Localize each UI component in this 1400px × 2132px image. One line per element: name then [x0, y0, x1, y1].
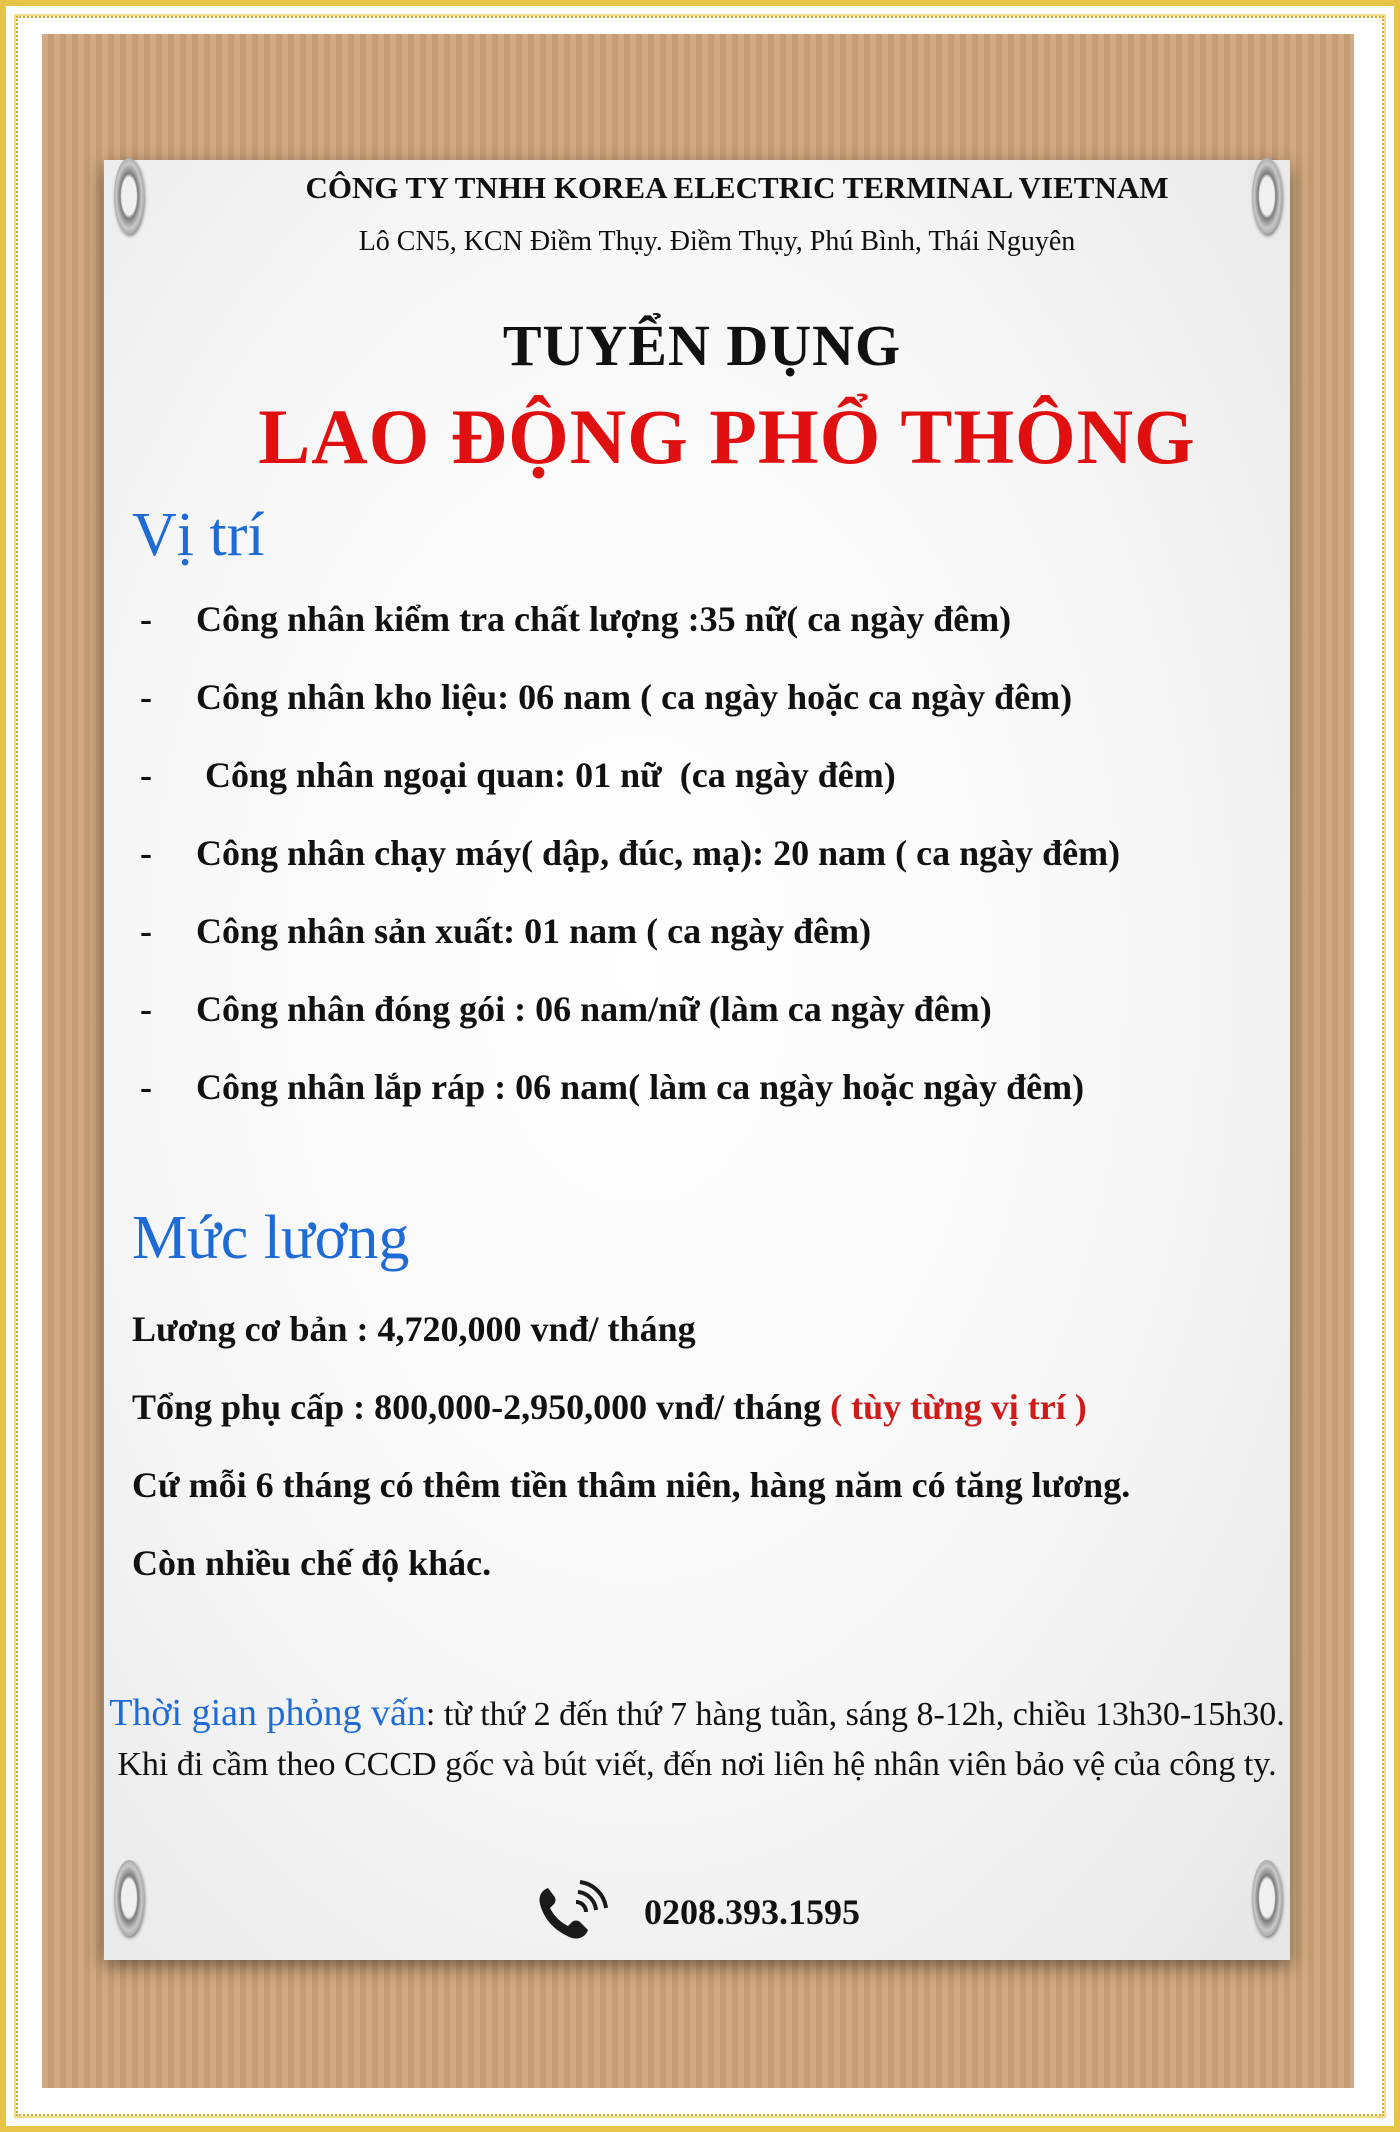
- recruitment-sign: [104, 160, 1290, 1960]
- position-item: [140, 736, 1260, 814]
- position-text: Công nhân ngoại quan: 01 nữ (ca ngày đêm): [196, 755, 896, 795]
- recruitment-title: TUYỂN DỤNG: [502, 313, 902, 378]
- bullet-dash: -: [140, 677, 152, 717]
- position-text: Công nhân kiểm tra chất lượng :35 nữ( ca ngày đêm): [196, 599, 1012, 639]
- bullet-dash: -: [140, 1067, 152, 1107]
- job-category-title: LAO ĐỘNG PHỔ THÔNG: [258, 393, 1196, 480]
- position-item: [140, 580, 1260, 658]
- salary-heading: Mức lương: [132, 1204, 410, 1272]
- phone-icon: [534, 1880, 614, 1944]
- positions-heading: Vị trí: [132, 501, 265, 569]
- bullet-dash: -: [140, 599, 152, 639]
- bullet-dash: -: [140, 833, 152, 873]
- position-text: Công nhân đóng gói : 06 nam/nữ (làm ca ngày đêm): [196, 989, 992, 1029]
- company-name: CÔNG TY TNHH KOREA ELECTRIC TERMINAL VIETNAM: [305, 170, 1169, 205]
- allowance-amount: Tổng phụ cấp : 800,000-2,950,000 vnđ/ tháng: [132, 1387, 822, 1427]
- allowance-line: [132, 1368, 1192, 1446]
- bullet-dash: -: [140, 755, 152, 795]
- position-text: Công nhân sản xuất: 01 nam ( ca ngày đêm): [196, 911, 872, 951]
- position-item: [140, 892, 1260, 970]
- interview-info: [104, 1688, 1290, 1790]
- phone-number[interactable]: 0208.393.1595: [644, 1892, 860, 1932]
- company-address: Lô CN5, KCN Điềm Thụy. Điềm Thụy, Phú Bình, Thái Nguyên: [358, 226, 1076, 257]
- bullet-dash: -: [140, 989, 152, 1029]
- allowance-note: ( tùy từng vị trí ): [830, 1387, 1087, 1427]
- benefits-text: Cứ mỗi 6 tháng có thêm tiền thâm niên, hàng năm có tăng lương. Còn nhiều chế độ khác.: [132, 1465, 1131, 1583]
- bullet-dash: -: [140, 911, 152, 951]
- position-item: [140, 814, 1260, 892]
- position-item: [140, 1048, 1260, 1126]
- salary-details: [132, 1290, 1192, 1602]
- positions-list: [140, 580, 1260, 1126]
- interview-label: Thời gian phỏng vấn: [109, 1692, 426, 1734]
- position-text: Công nhân lắp ráp : 06 nam( làm ca ngày hoặc ngày đêm): [196, 1067, 1085, 1107]
- position-text: Công nhân kho liệu: 06 nam ( ca ngày hoặc ca ngày đêm): [196, 677, 1073, 717]
- contact-row: [104, 1880, 1290, 1944]
- base-salary: Lương cơ bản : 4,720,000 vnđ/ tháng: [132, 1309, 696, 1349]
- interview-details: : từ thứ 2 đến thứ 7 hàng tuần, sáng 8-12h, chiều 13h30-15h30. Khi đi cầm theo CCCD gốc và bút viết, đến nơi liên hệ nhân viên bảo vệ của công ty.: [117, 1696, 1285, 1783]
- position-item: [140, 970, 1260, 1048]
- position-item: [140, 658, 1260, 736]
- position-text: Công nhân chạy máy( dập, đúc, mạ): 20 nam ( ca ngày đêm): [196, 833, 1121, 873]
